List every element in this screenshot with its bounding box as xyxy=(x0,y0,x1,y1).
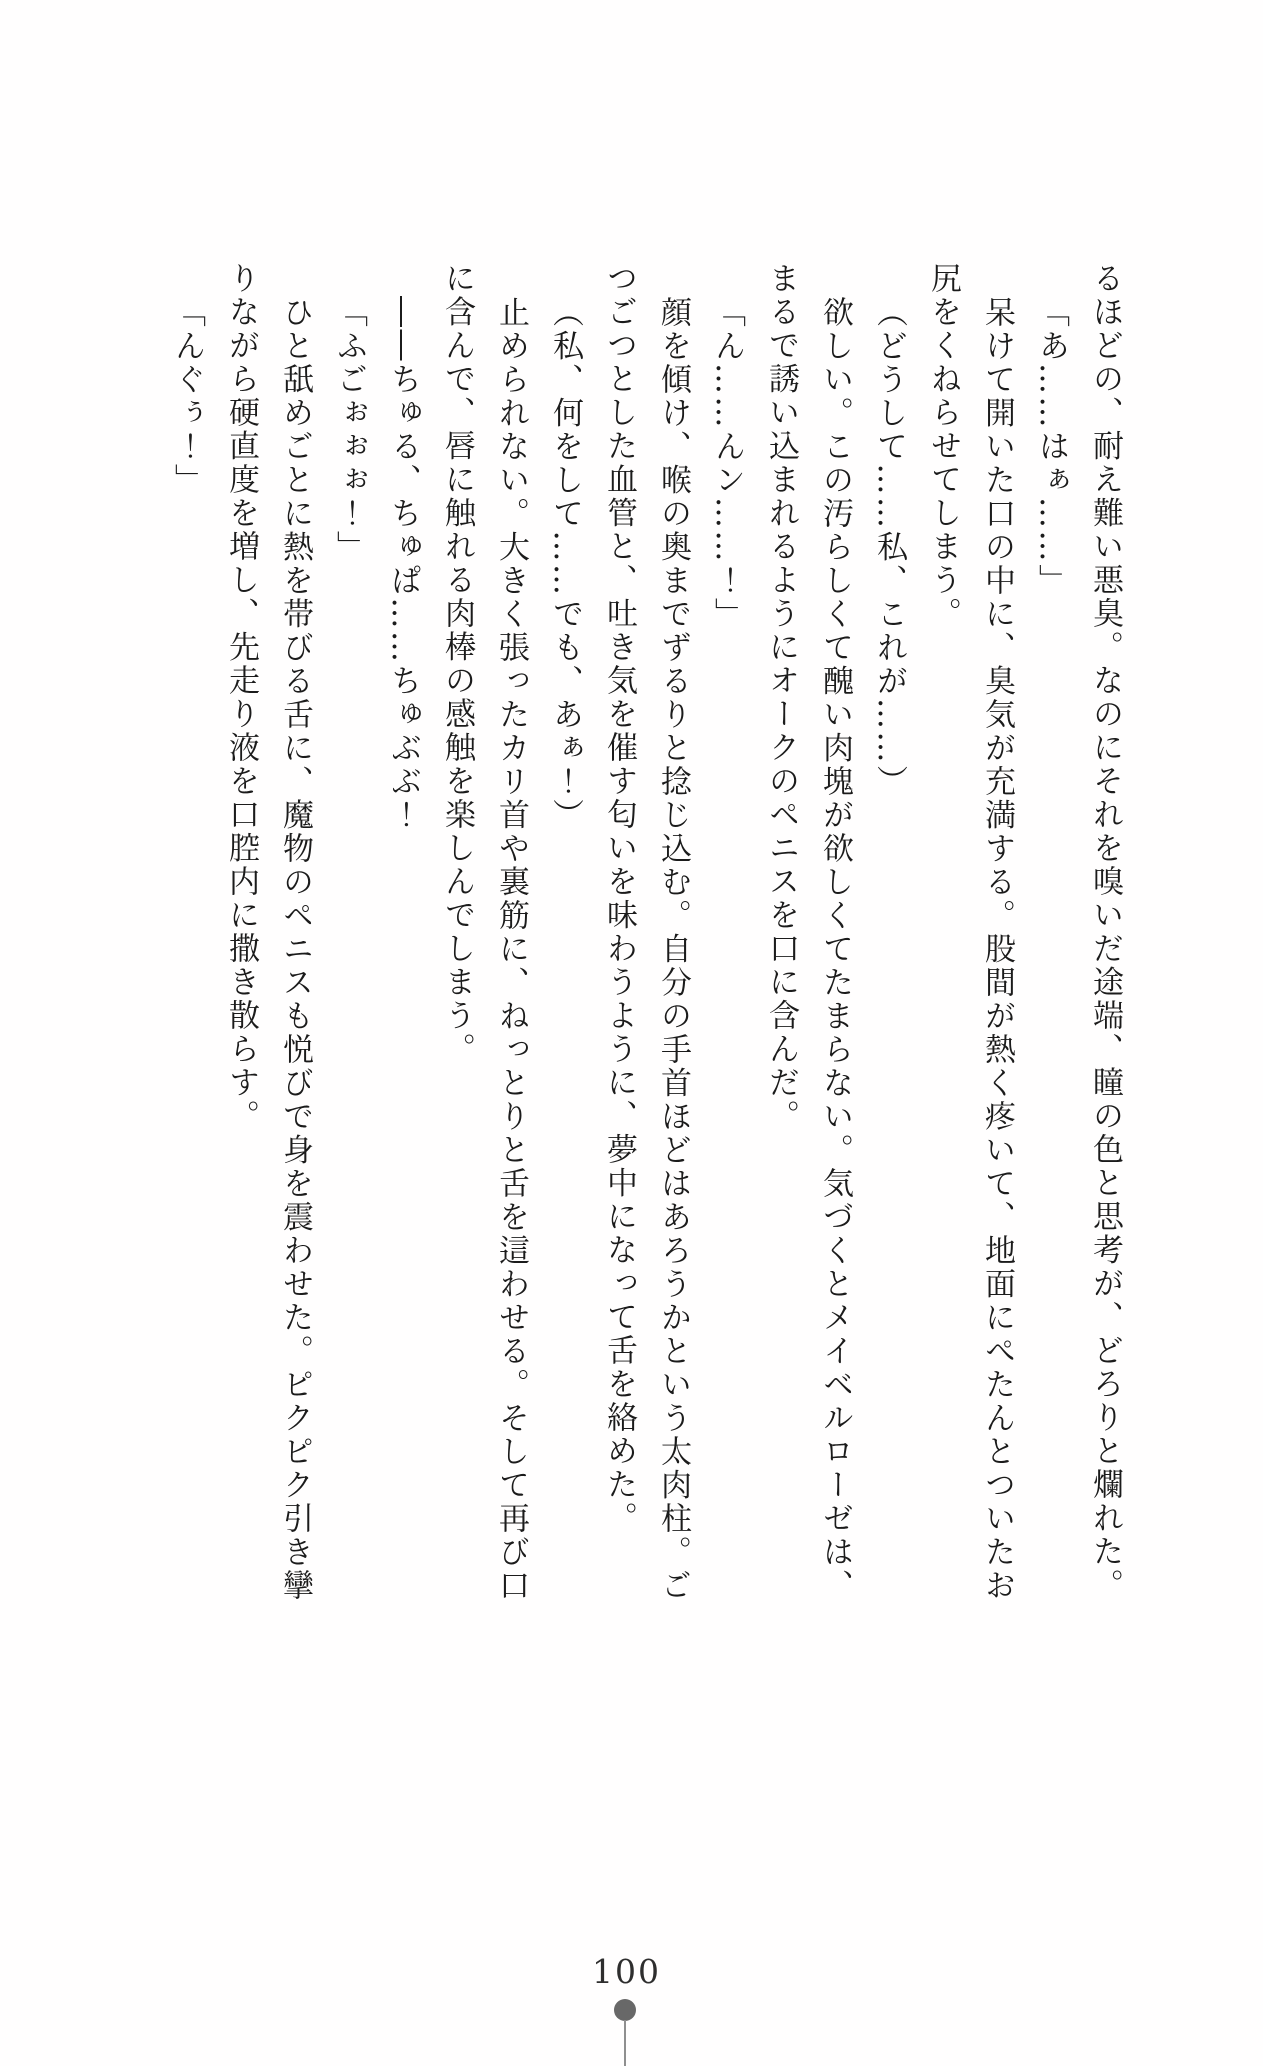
text-line: りながら硬直度を増し、先走り液を口腔内に撒き散らす。 xyxy=(223,262,259,1133)
footer-ornament xyxy=(613,1999,636,2066)
circle-ornament-icon xyxy=(614,1999,636,2021)
text-line: 顔を傾け、喉の奥までずるりと捻じ込む。自分の手首ほどはあろうかという太肉柱。ご xyxy=(655,295,691,1602)
text-line: 「んぐぅ！」 xyxy=(169,295,205,497)
text-line: 止められない。大きく張ったカリ首や裏筋に、ねっとりと舌を這わせる。そして再び口 xyxy=(493,295,529,1602)
text-line: ――ちゅる、ちゅぱ……ちゅぶぶ！ xyxy=(385,295,421,832)
text-line: 「ふごぉぉぉ！」 xyxy=(331,295,367,564)
text-line: 呆けて開いた口の中に、臭気が充満する。股間が熱く疼いて、地面にぺたんとついたお xyxy=(979,295,1015,1602)
text-line: ひと舐めごとに熱を帯びる舌に、魔物のペニスも悦びで身を震わせた。ピクピク引き攣 xyxy=(277,295,313,1602)
text-line: 「あ……はぁ……」 xyxy=(1033,295,1069,597)
text-line: 尻をくねらせてしまう。 xyxy=(925,262,961,631)
text-line: るほどの、耐え難い悪臭。なのにそれを嗅いだ途端、瞳の色と思考が、どろりと爛れた。 xyxy=(1087,262,1123,1602)
vertical-rule xyxy=(624,2020,626,2066)
page-number: 100 xyxy=(592,1952,661,1991)
text-line: 欲しい。この汚らしくて醜い肉塊が欲しくてたまらない。気づくとメイベルローゼは、 xyxy=(817,295,853,1602)
text-line: に含んで、唇に触れる肉棒の感触を楽しんでしまう。 xyxy=(439,262,475,1066)
text-line: （私、何をして……でも、あぁ！） xyxy=(547,295,583,832)
text-line: まるで誘い込まれるようにオークのペニスを口に含んだ。 xyxy=(763,262,799,1133)
page-footer xyxy=(0,1952,1253,1991)
vertical-text-block xyxy=(160,262,1132,1607)
text-line: （どうして……私、これが……） xyxy=(871,295,907,798)
text-line: つごつとした血管と、吐き気を催す匂いを味わうように、夢中になって舌を絡めた。 xyxy=(601,262,637,1535)
text-line: 「ん……んン……！」 xyxy=(709,295,745,631)
